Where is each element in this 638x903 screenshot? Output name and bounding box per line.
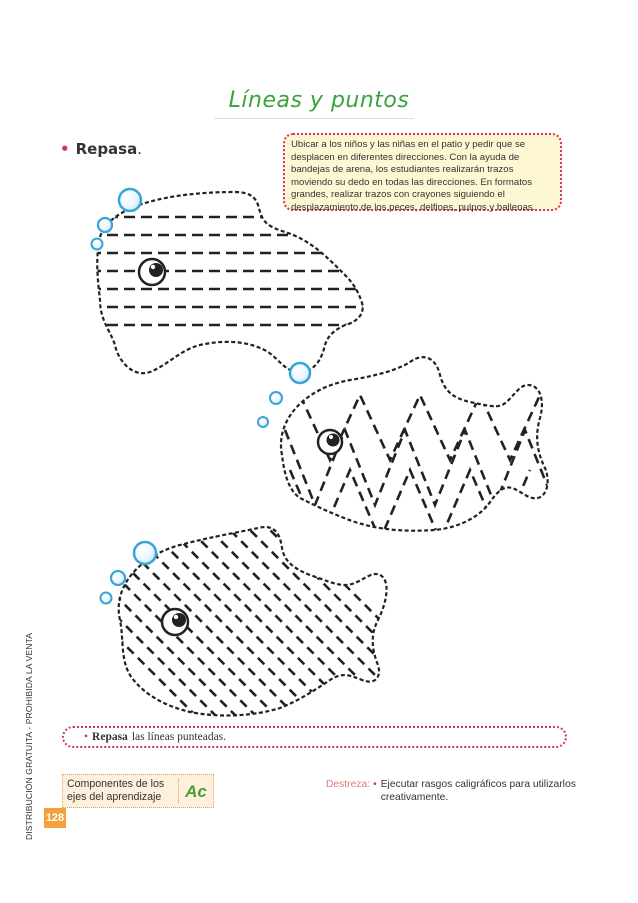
side-distribution-text: DISTRIBUCIÓN GRATUITA - PROHIBIDA LA VENTA xyxy=(24,632,34,840)
footer-bullet: • xyxy=(84,731,89,743)
bubble-icon xyxy=(92,189,142,250)
instruction-bullet: • xyxy=(60,140,70,158)
teacher-note: Ubicar a los niños y las niñas en el patio y pedir que se desplacen en diferentes direcciones. Con la ayuda de bandejas de arena, los estudiantes realizarán trazos moviendo su dedo en todas las direcciones. En formatos grandes, realizar trazos con crayones siguiendo el desplazamiento de los peces, delfines, pulpos y ballenas. xyxy=(283,133,562,211)
destreza-label: Destreza: xyxy=(326,779,371,790)
fish-eye-icon xyxy=(162,609,188,635)
instruction-verb: Repasa xyxy=(75,140,138,158)
fish-outline-icon xyxy=(119,527,387,715)
footer-verb: Repasa xyxy=(92,731,128,743)
footer-instruction xyxy=(62,726,567,748)
destreza-text: Ejecutar rasgos caligráficos para utilizarlos creativamente. xyxy=(380,779,576,803)
footer-rest: las líneas punteadas. xyxy=(131,731,227,743)
page-title: Líneas y puntos xyxy=(228,88,410,113)
componentes-logo-icon: Ac xyxy=(178,779,209,803)
page-number: 128 xyxy=(44,808,66,828)
fish-eye-icon xyxy=(318,430,342,454)
componentes-box xyxy=(62,774,214,808)
instruction-suffix: . xyxy=(137,140,143,158)
destreza-bullet: • xyxy=(373,779,377,790)
fish-3 xyxy=(0,520,480,720)
bubble-icon xyxy=(101,542,157,604)
fish-eye-icon xyxy=(139,259,165,285)
destreza xyxy=(326,778,616,804)
componentes-label: Componentes de los ejes del aprendizaje xyxy=(67,778,165,803)
fish-2 xyxy=(258,357,555,540)
fish-1 xyxy=(90,189,370,373)
fish-outline-icon xyxy=(97,192,362,373)
bubble-icon xyxy=(258,363,310,427)
